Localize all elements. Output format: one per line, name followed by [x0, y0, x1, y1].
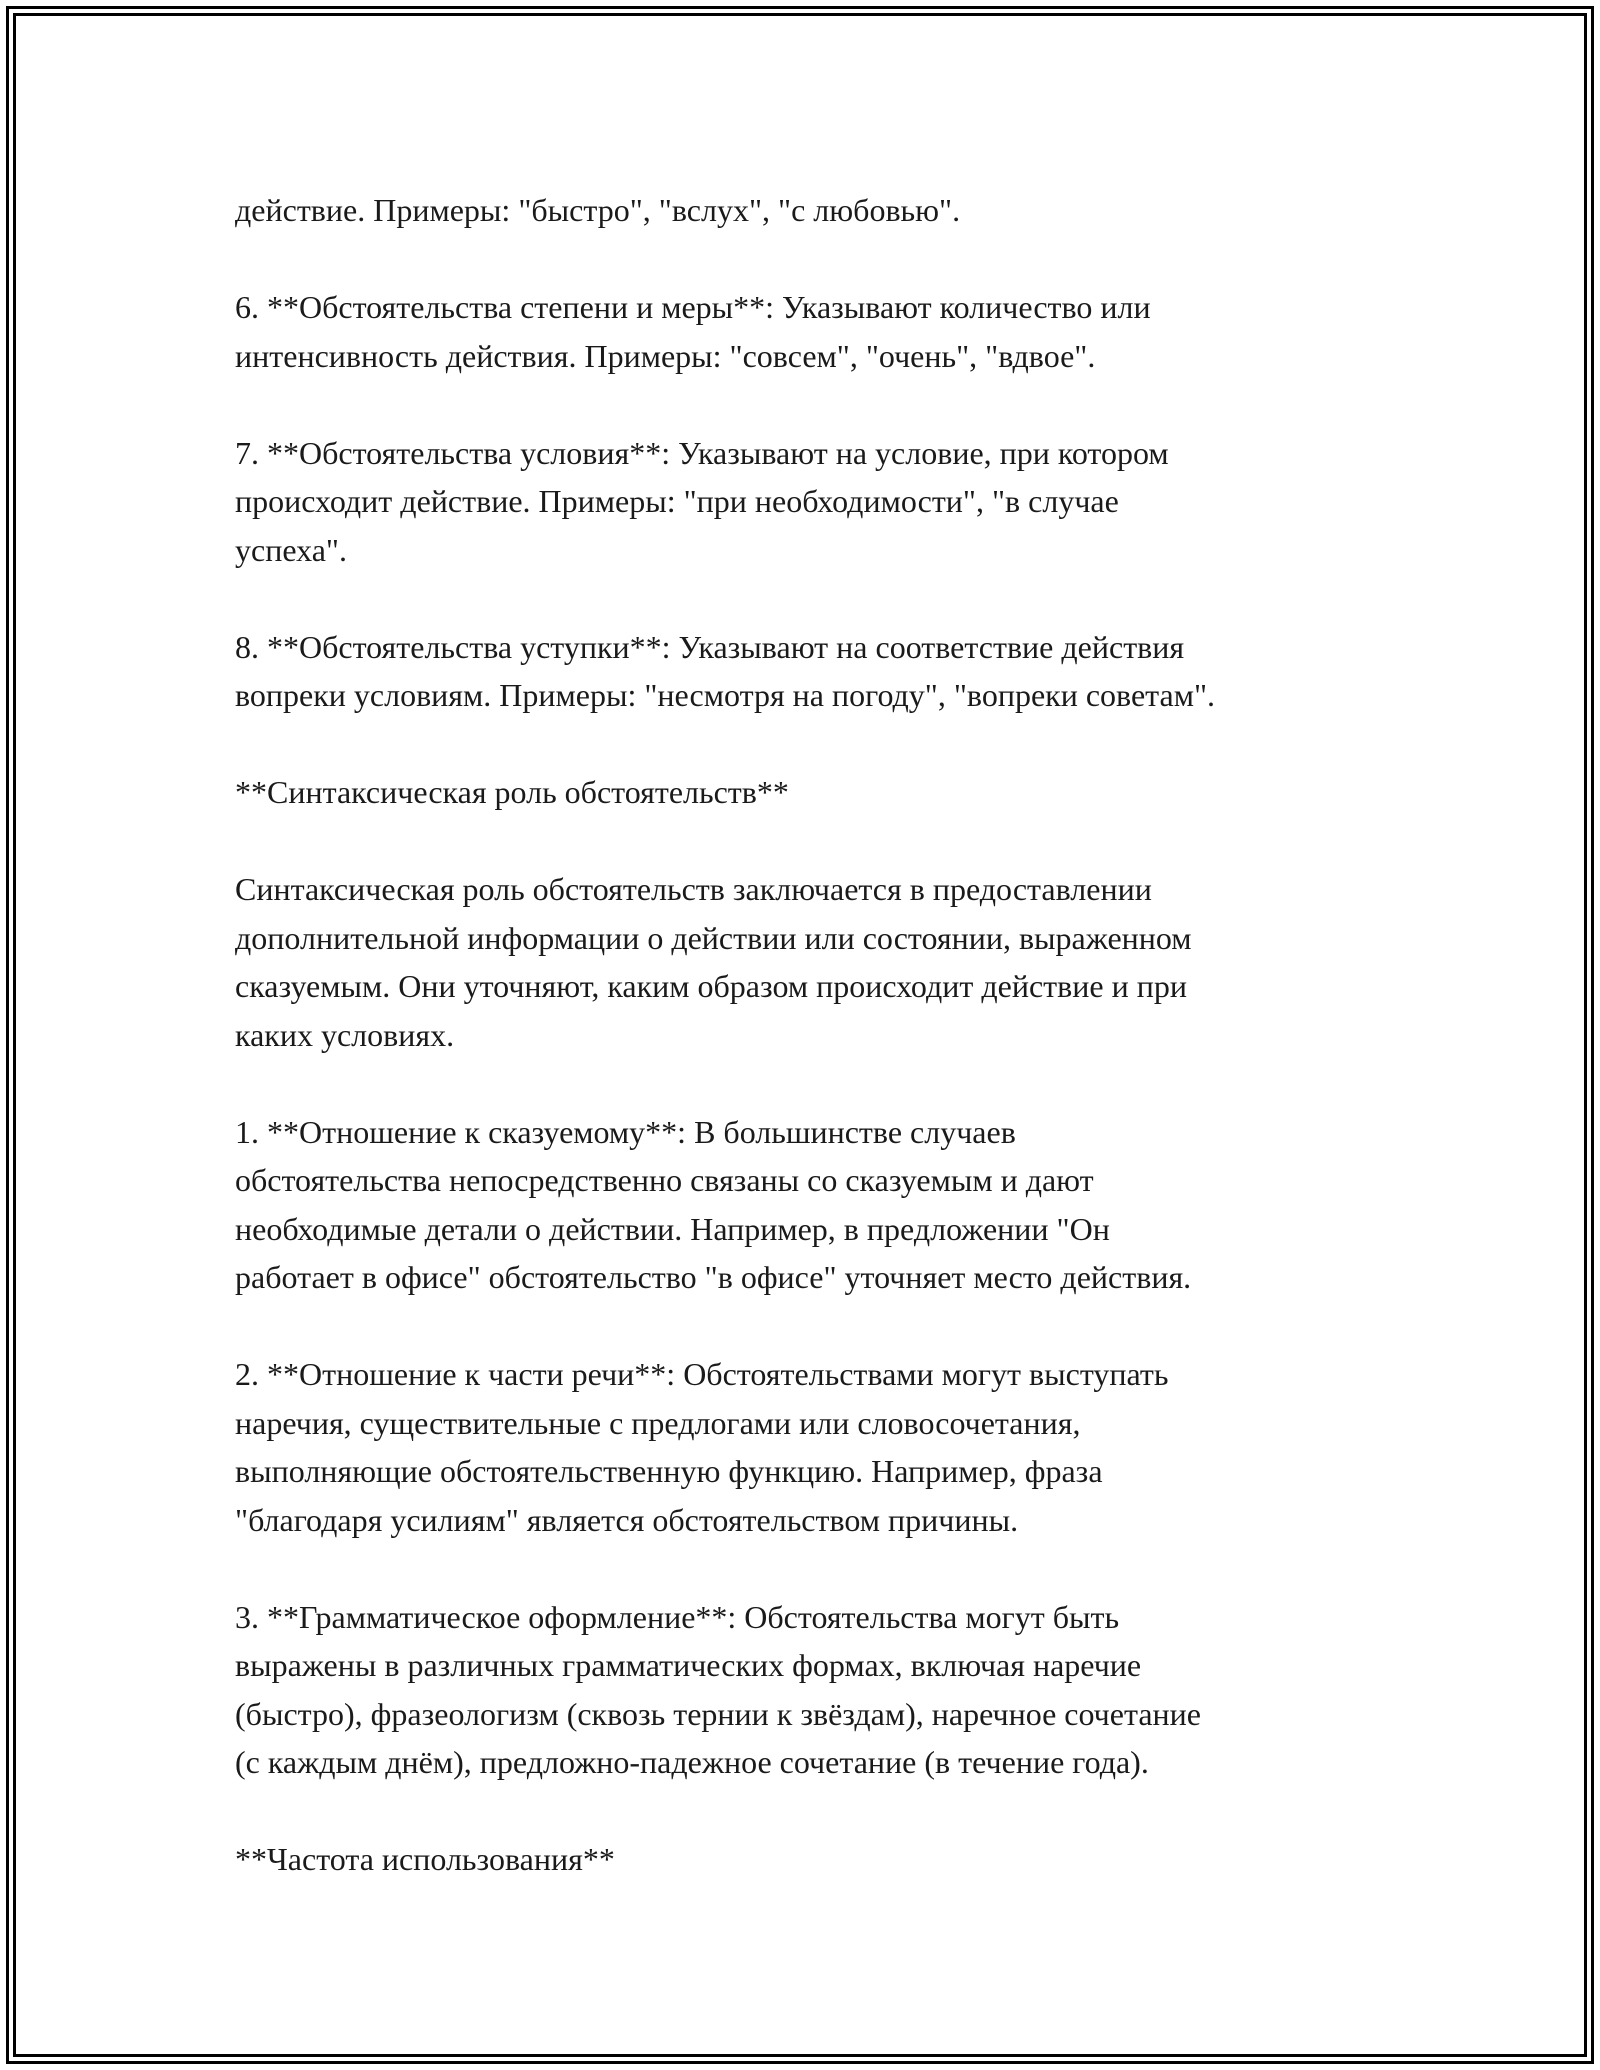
section-heading-syntactic-role: **Синтаксическая роль обстоятельств**	[235, 774, 789, 810]
section-heading-frequency: **Частота использования**	[235, 1841, 615, 1877]
list-item-6-degree: 6. **Обстоятельства степени и меры**: Указывают количество или интенсивность действия. Примеры: "совсем", "очень", "вдвое".	[235, 289, 1151, 374]
paragraph-syntactic-role: Синтаксическая роль обстоятельств заключается в предоставлении дополнительной информации о действии или состоянии, выраженном сказуемым. Они уточняют, каким образом происходит действие и при каких условиях.	[235, 871, 1192, 1053]
paragraph-continuation: действие. Примеры: "быстро", "вслух", "с любовью".	[235, 192, 961, 228]
list-item-2-part-of-speech: 2. **Отношение к части речи**: Обстоятельствами могут выступать наречия, существительные с предлогами или словосочетания, выполняющие обстоятельственную функцию. Например, фраза "благодаря усилиям" является обстоятельством причины.	[235, 1356, 1169, 1538]
list-item-8-concession: 8. **Обстоятельства уступки**: Указывают на соответствие действия вопреки условиям. Примеры: "несмотря на погоду", "вопреки советам".	[235, 628, 1216, 713]
list-item-1-predicate: 1. **Отношение к сказуемому**: В большинстве случаев обстоятельства непосредственно связаны со сказуемым и дают необходимые детали о действии. Например, в предложении "Он работает в офисе" обстоятельство "в офисе" уточняет место действия.	[235, 1113, 1192, 1295]
list-item-7-condition: 7. **Обстоятельства условия**: Указывают на условие, при котором происходит действие. Примеры: "при необходимости", "в случае успеха".	[235, 434, 1169, 568]
document-body	[235, 186, 1415, 1884]
list-item-3-grammar: 3. **Грамматическое оформление**: Обстоятельства могут быть выражены в различных грамматических формах, включая наречие (быстро), фразеологизм (сквозь тернии к звёздам), наречное сочетание (с каждым днём), предложно-падежное сочетание (в течение года).	[235, 1598, 1201, 1780]
